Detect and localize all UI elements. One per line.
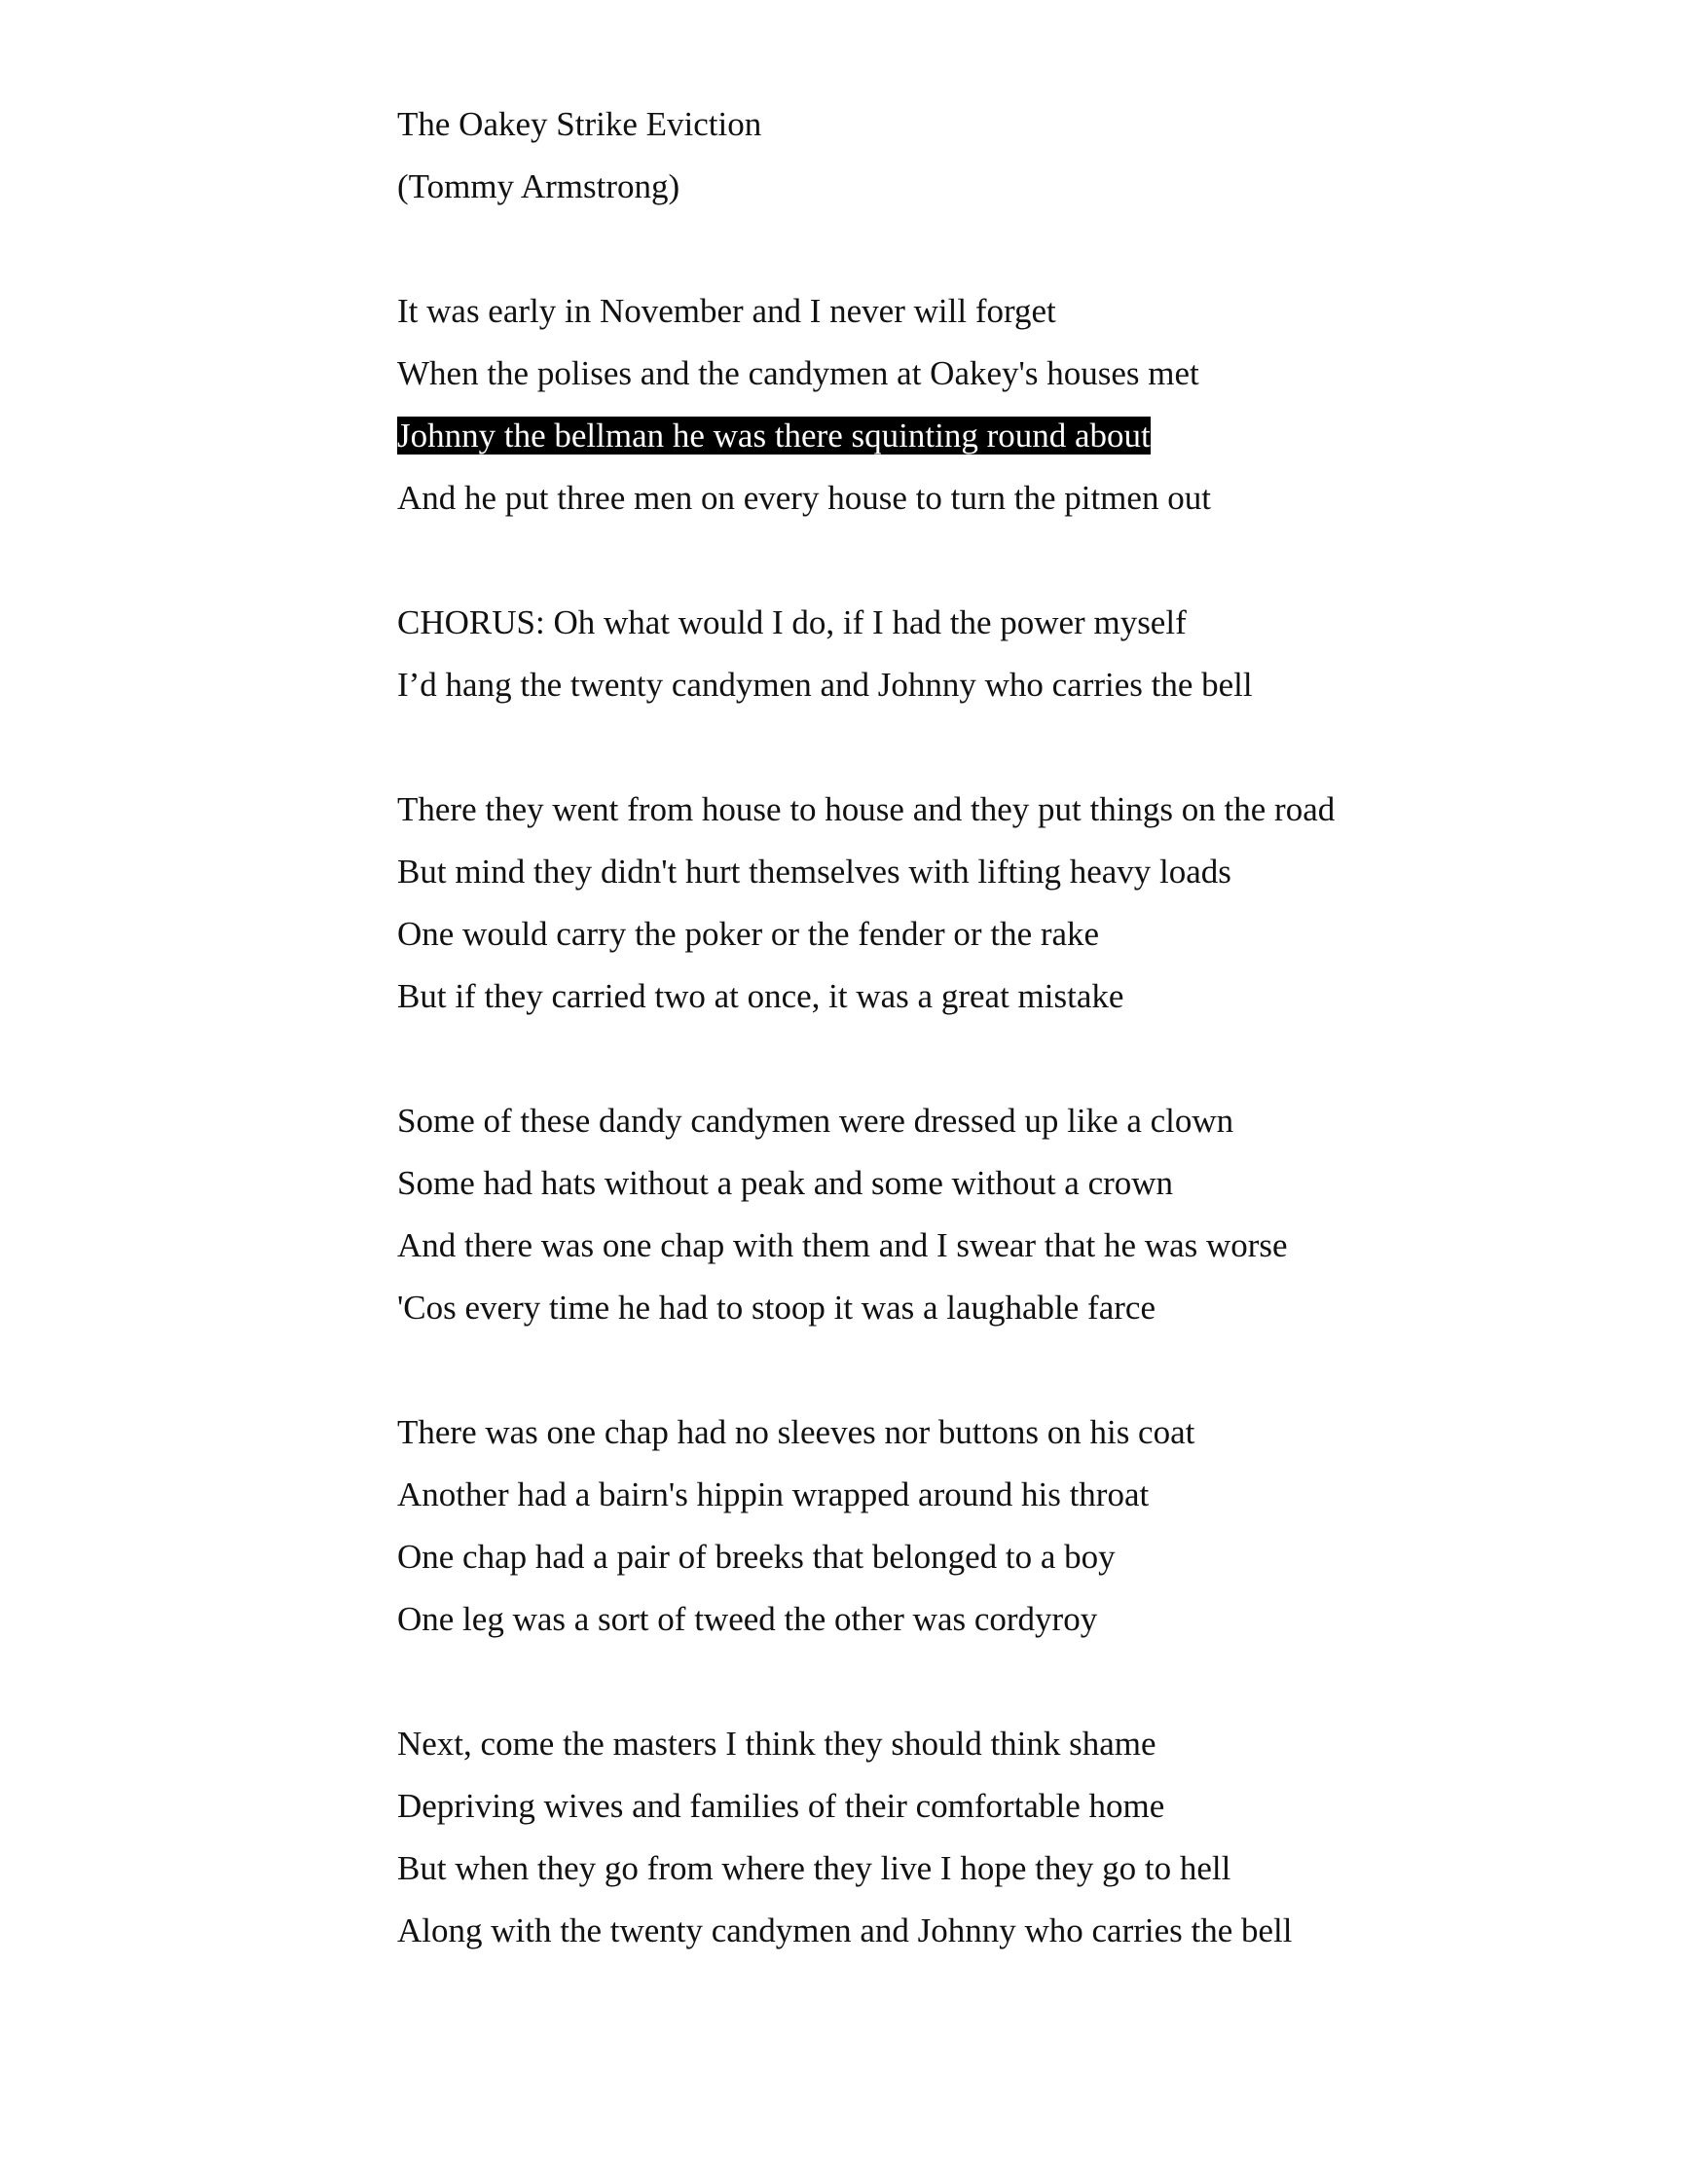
verse-line[interactable]: One leg was a sort of tweed the other was cordyroy: [397, 1600, 1098, 1638]
document-page: [397, 93, 1614, 1962]
stanza-1: [397, 280, 1614, 529]
verse-line[interactable]: Another had a bairn's hippin wrapped around his throat: [397, 1475, 1150, 1513]
song-author: (Tommy Armstrong): [397, 167, 680, 205]
chorus: [397, 592, 1614, 716]
verse-line[interactable]: Along with the twenty candymen and Johnny who carries the bell: [397, 1911, 1293, 1949]
verse-line-selected[interactable]: [397, 405, 1614, 467]
verse-line[interactable]: Depriving wives and families of their comfortable home: [397, 1787, 1165, 1825]
verse-line[interactable]: When the polises and the candymen at Oakey's houses met: [397, 354, 1199, 392]
verse-line[interactable]: And there was one chap with them and I swear that he was worse: [397, 1226, 1288, 1264]
chorus-line[interactable]: I’d hang the twenty candymen and Johnny who carries the bell: [397, 666, 1253, 704]
verse-line[interactable]: It was early in November and I never will forget: [397, 292, 1056, 330]
stanza-3: [397, 1090, 1614, 1339]
verse-line[interactable]: There was one chap had no sleeves nor buttons on his coat: [397, 1413, 1195, 1451]
stanza-gap: [397, 529, 1614, 592]
verse-line[interactable]: One chap had a pair of breeks that belonged to a boy: [397, 1538, 1116, 1576]
verse-line[interactable]: But mind they didn't hurt themselves with lifting heavy loads: [397, 853, 1231, 891]
verse-line[interactable]: Some had hats without a peak and some without a crown: [397, 1164, 1174, 1202]
verse-line[interactable]: Some of these dandy candymen were dressed up like a clown: [397, 1102, 1234, 1140]
stanza-gap: [397, 1651, 1614, 1713]
chorus-line[interactable]: CHORUS: Oh what would I do, if I had the power myself: [397, 603, 1187, 641]
stanza-gap: [397, 716, 1614, 779]
verse-line[interactable]: There they went from house to house and they put things on the road: [397, 790, 1336, 828]
stanza-4: [397, 1401, 1614, 1651]
stanza-gap: [397, 1028, 1614, 1090]
stanza-5: [397, 1713, 1614, 1962]
verse-line[interactable]: Next, come the masters I think they should think shame: [397, 1725, 1156, 1763]
song-title: The Oakey Strike Eviction: [397, 105, 762, 143]
verse-line[interactable]: But if they carried two at once, it was a great mistake: [397, 977, 1124, 1015]
verse-line[interactable]: 'Cos every time he had to stoop it was a laughable farce: [397, 1289, 1156, 1327]
verse-line[interactable]: But when they go from where they live I hope they go to hell: [397, 1849, 1231, 1887]
verse-line[interactable]: One would carry the poker or the fender or the rake: [397, 915, 1100, 953]
verse-line[interactable]: And he put three men on every house to turn the pitmen out: [397, 479, 1211, 517]
stanza-2: [397, 779, 1614, 1028]
stanza-gap: [397, 218, 1614, 280]
stanza-gap: [397, 1339, 1614, 1401]
text-selection[interactable]: Johnny the bellman he was there squinting round about: [397, 417, 1151, 455]
